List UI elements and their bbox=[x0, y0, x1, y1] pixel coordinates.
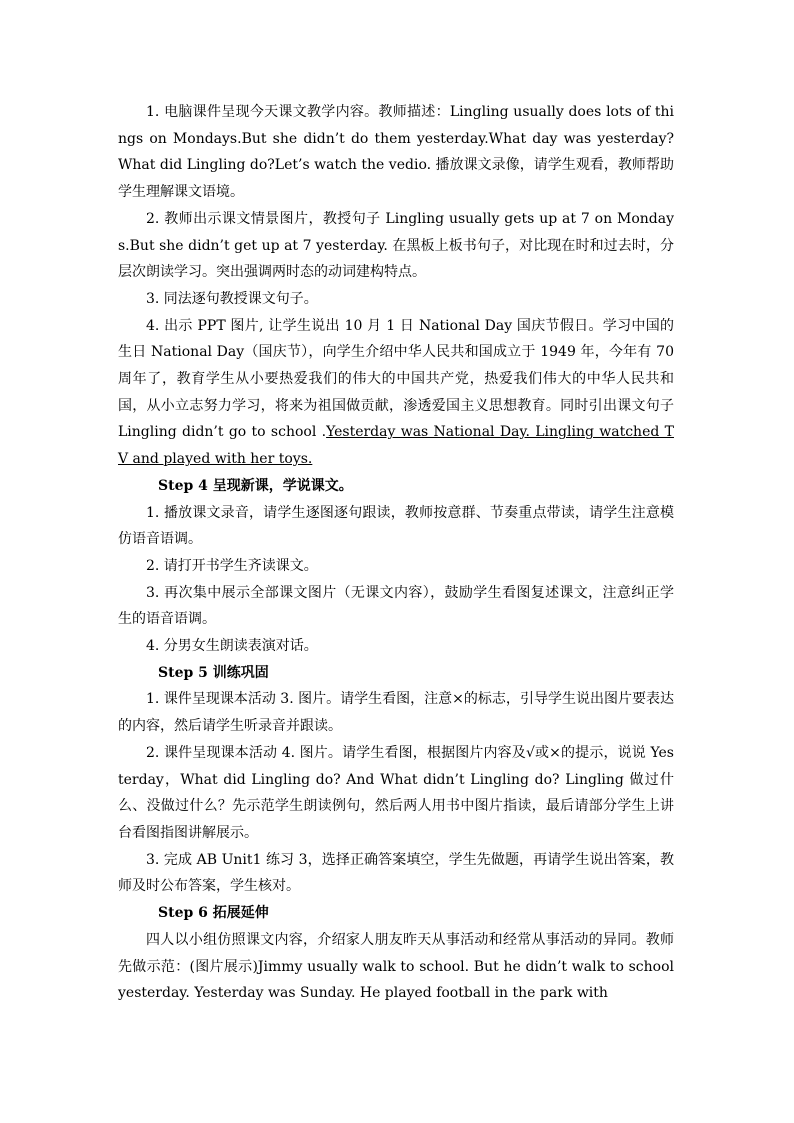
paragraph-1: 1. 电脑课件呈现今天课文教学内容。教师描述：Lingling usually does lots of things on Mondays.But she didn’t do them yesterday.What day was yesterday? What did Lingling do?Let’s watch the vedio. 播放课文录像，请学生观看，教师帮助学生理解课文语境。 bbox=[118, 104, 674, 201]
step-4-item-3: 3. 再次集中展示全部课文图片（无课文内容），鼓励学生看图复述课文，注意纠正学生的语音语调。 bbox=[118, 584, 674, 628]
step-5-item-3: 3. 完成 AB Unit1 练习 3，选择正确答案填空，学生先做题，再请学生说出答案，教师及时公布答案，学生核对。 bbox=[118, 851, 674, 895]
paragraph-2: 2. 教师出示课文情景图片，教授句子 Lingling usually gets up at 7 on Mondays.But she didn’t get up at 7 yesterday. 在黑板上板书句子，对比现在时和过去时，分层次朗读学习。突出强调两时态的动词建构特点。 bbox=[118, 210, 674, 281]
document-page bbox=[118, 99, 674, 1007]
step-4-item-1: 1. 播放课文录音，请学生逐图逐句跟读，教师按意群、节奏重点带读，请学生注意模仿语音语调。 bbox=[118, 504, 674, 548]
paragraph-4-underlined: Yesterday was National Day. Lingling watched TV and played with her toys. bbox=[118, 424, 674, 468]
step-4-item-4: 4. 分男女生朗读表演对话。 bbox=[146, 638, 318, 655]
step-5-heading: Step 5 训练巩固 bbox=[158, 664, 269, 681]
step-5-item-2: 2. 课件呈现课本活动 4. 图片。请学生看图，根据图片内容及√或×的提示，说说 Yesterday，What did Lingling do? And What didn’t Lingling do? Lingling 做过什么、没做过什么？先示范学生朗读例句，然后两人用书中图片指读，最后请部分学生上讲台看图指图讲解展示。 bbox=[118, 744, 674, 841]
step-4-item-2: 2. 请打开书学生齐读课文。 bbox=[146, 557, 318, 574]
step-6-item-1: 四人以小组仿照课文内容，介绍家人朋友昨天从事活动和经常从事活动的异同。教师先做示范：(图片展示)Jimmy usually walk to school. But he didn’t walk to school yesterday. Yesterday was Sunday. He played football in the park with bbox=[118, 931, 674, 1002]
step-6-heading: Step 6 拓展延伸 bbox=[158, 905, 269, 922]
step-5-item-1: 1. 课件呈现课本活动 3. 图片。请学生看图，注意×的标志，引导学生说出图片要表达的内容，然后请学生听录音并跟读。 bbox=[118, 691, 674, 735]
paragraph-3: 3. 同法逐句教授课文句子。 bbox=[146, 290, 318, 307]
paragraph-4-text: 4. 出示 PPT 图片, 让学生说出 10 月 1 日 National Day 国庆节假日。学习中国的生日 National Day（国庆节），向学生介绍中华人民共和国成立于 1949 年，今年有 70 周年了，教育学生从小要热爱我们的伟大的中国共产党，热爱我们伟大的中华人民共和国，从小立志努力学习，将来为祖国做贡献，渗透爱国主义思想教育。同时引出课文句子 Lingling didn’t go to school . bbox=[118, 317, 674, 441]
step-4-heading: Step 4 呈现新课，学说课文。 bbox=[158, 477, 353, 494]
paragraph-4 bbox=[118, 313, 674, 473]
